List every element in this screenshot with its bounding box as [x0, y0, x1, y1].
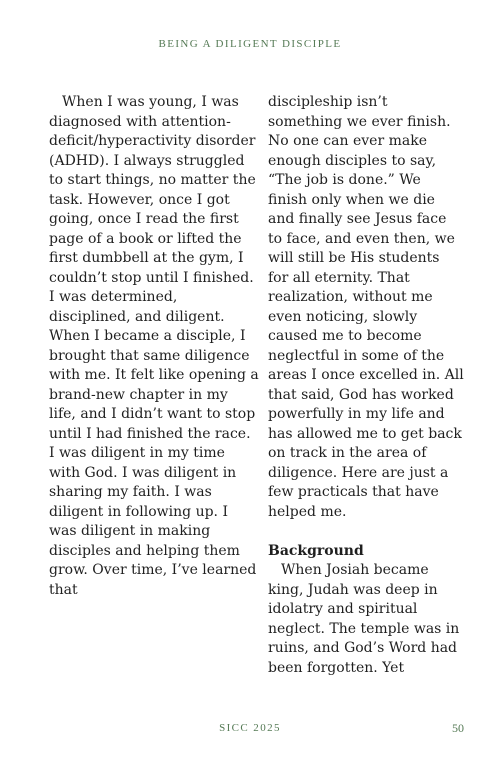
section-paragraph: When Josiah became king, Judah was deep in idolatry and spiritual neglect. The temple was in ruins, and God’s Word had been forgotten. Yet: [268, 562, 460, 676]
body-paragraph: When I was young, I was diagnosed with attention-deficit/hyperactivity disorder (ADHD). I always struggled to start things, no matter the task. However, once I got going, once I read the first page of a book or lifted the first dumbbell at the gym, I couldn’t stop until I finished. I was determined, disciplined, and diligent. When I became a disciple, I brought that same diligence with me. It felt like opening a brand-new chapter in my life, and I didn’t want to stop until I had finished the race. I was diligent in my time with God. I was diligent in sharing my faith. I was diligent in following up. I was diligent in making disciples and helping them grow. Over time, I’ve learned that: [49, 94, 259, 598]
right-column: [268, 93, 464, 678]
running-header: BEING A DILIGENT DISCIPLE: [158, 38, 342, 50]
left-column: [49, 93, 259, 600]
footer-label: SICC 2025: [219, 722, 281, 734]
page-number: 50: [452, 721, 464, 735]
section-heading: Background: [268, 542, 364, 559]
body-paragraph-continued: discipleship isn’t something we ever finish. No one can ever make enough disciples to say, “The job is done.” We finish only when we die and finally see Jesus face to face, and even then, we will still be His students for all eternity. That realization, without me even noticing, slowly caused me to become neglectful in some of the areas I once excelled in. All that said, God has worked powerfully in my life and has allowed me to get back on track in the area of diligence. Here are just a few practicals that have helped me.: [268, 94, 464, 520]
